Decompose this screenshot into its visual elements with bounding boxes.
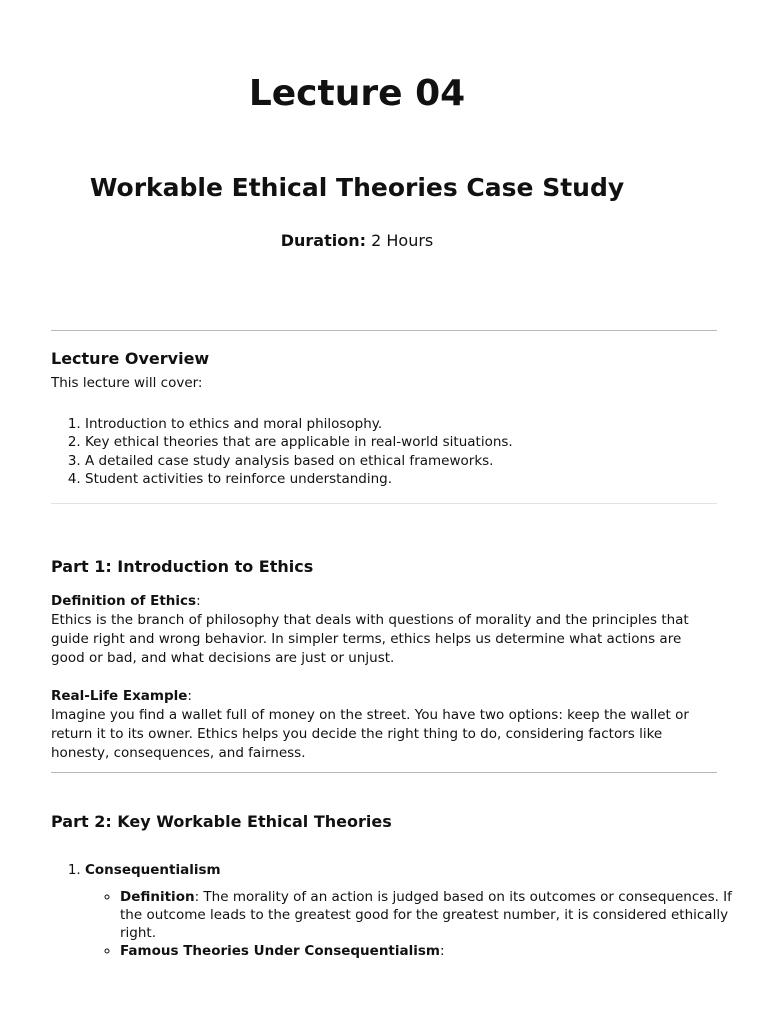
- overview-item: 2. Key ethical theories that are applicable in real-world situations.: [85, 433, 513, 451]
- duration-line: [0, 230, 714, 252]
- example-text: Imagine you find a wallet full of money on the street. You have two options: keep the wallet or return it to its owner. Ethics helps you decide the right thing to do, considering factors like honesty, consequences, and fairness.: [51, 707, 689, 761]
- theory-famous-colon: :: [439, 943, 445, 959]
- theory-item: [85, 861, 745, 960]
- part1-heading: Part 1: Introduction to Ethics: [51, 557, 314, 576]
- lecture-title: Lecture 04: [248, 73, 466, 114]
- theory-definition-text: : The morality of an action is judged based on its outcomes or consequences. If the outcome leads to the greatest good for the greatest number, it is considered ethically right.: [120, 889, 732, 941]
- theory-definition-label: Definition: [120, 889, 195, 905]
- theory-definition: [120, 888, 745, 942]
- example-label: Real-Life Example: [51, 688, 188, 704]
- overview-item: 4. Student activities to reinforce understanding.: [85, 470, 513, 488]
- definition-label: Definition of Ethics: [51, 593, 197, 609]
- theory-name: Consequentialism: [85, 862, 221, 878]
- definition-block: [51, 592, 717, 668]
- overview-item: 3. A detailed case study analysis based on ethical frameworks.: [85, 452, 513, 470]
- divider-top: [51, 330, 717, 331]
- theory-famous: [120, 942, 745, 960]
- overview-intro: This lecture will cover:: [51, 375, 203, 391]
- definition-text: Ethics is the branch of philosophy that deals with questions of morality and the principles that guide right and wrong behavior. In simpler terms, ethics helps us determine what actions are good or bad, and what decisions are just or unjust.: [51, 612, 689, 666]
- duration-value: 2 Hours: [366, 231, 434, 250]
- example-block: [51, 687, 717, 763]
- definition-colon: :: [196, 593, 201, 609]
- theory-details: [85, 888, 745, 960]
- duration-label: Duration:: [280, 231, 367, 250]
- divider-part1: [51, 772, 717, 773]
- divider-overview: [51, 503, 717, 504]
- overview-heading: Lecture Overview: [51, 349, 210, 368]
- overview-list: [51, 415, 513, 488]
- part2-heading: Part 2: Key Workable Ethical Theories: [51, 812, 392, 831]
- overview-item: 1. Introduction to ethics and moral philosophy.: [85, 415, 513, 433]
- theories-list: [51, 861, 745, 960]
- theory-famous-label: Famous Theories Under Consequentialism: [120, 943, 440, 959]
- example-colon: :: [187, 688, 192, 704]
- lecture-subtitle: Workable Ethical Theories Case Study: [89, 173, 625, 202]
